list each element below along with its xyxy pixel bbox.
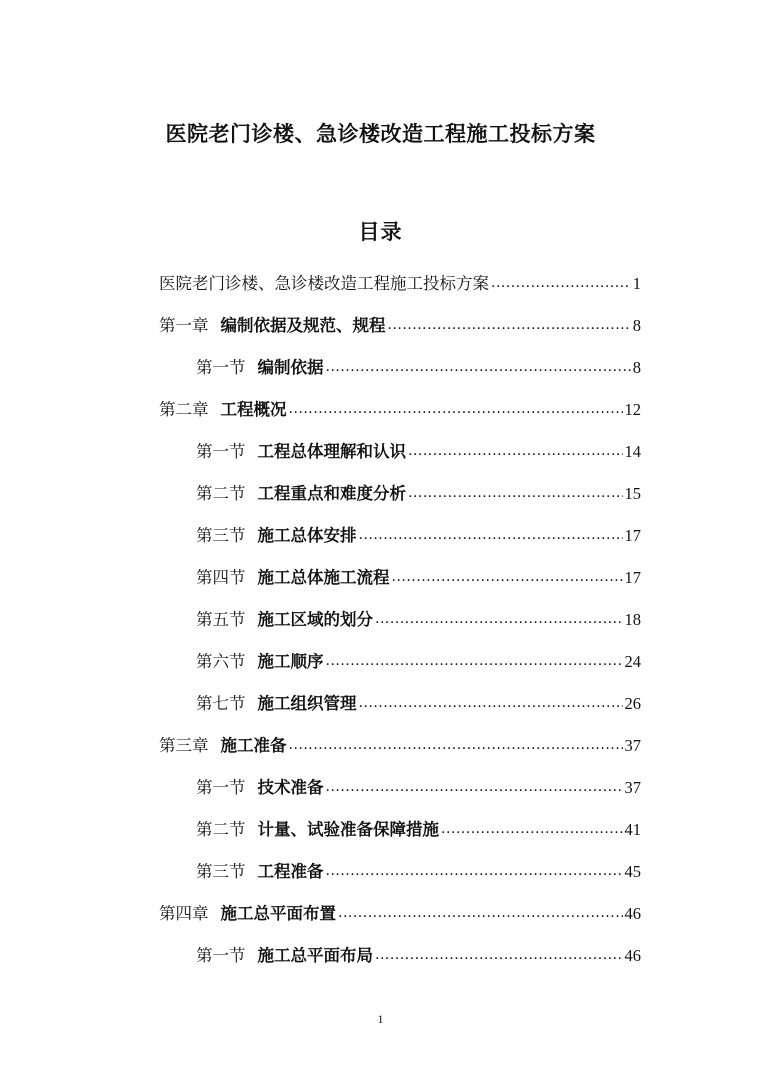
toc-entry-section[interactable] [196, 816, 641, 846]
toc-entry-text: 工程总体理解和认识 [257, 442, 406, 461]
toc-entry-chapter[interactable] [159, 312, 641, 342]
toc-entry-text: 计量、试验准备保障措施 [257, 820, 439, 839]
toc-heading: 目录 [358, 219, 403, 244]
toc-leader-dots [375, 611, 623, 627]
toc-entry-text: 施工准备 [220, 736, 287, 755]
toc-entry-page: 8 [632, 316, 641, 335]
toc-entry-text: 编制依据 [257, 358, 324, 377]
toc-entry-chapter[interactable] [159, 732, 641, 762]
toc-entry-page: 1 [632, 274, 641, 293]
toc-leader-dots [388, 317, 631, 333]
toc-entry-page: 24 [624, 652, 641, 671]
toc-entry-chapter[interactable] [159, 900, 641, 930]
toc-entry-page: 37 [624, 778, 641, 797]
toc-entry-prefix: 第四章 [159, 904, 209, 923]
toc-entry-prefix: 第二章 [159, 400, 209, 419]
toc-entry-prefix: 第五节 [196, 610, 246, 629]
toc-entry-title[interactable] [159, 270, 641, 300]
toc-entry-section[interactable] [196, 438, 641, 468]
toc-entry-section[interactable] [196, 648, 641, 678]
toc-entry-text: 施工总平面布局 [257, 946, 373, 965]
toc-entry-prefix: 第三节 [196, 862, 246, 881]
toc-entry-prefix: 第一章 [159, 316, 209, 335]
toc-entry-section[interactable] [196, 354, 641, 384]
toc-leader-dots [326, 653, 623, 669]
toc-entry-section[interactable] [196, 942, 641, 972]
toc-entry-text: 工程概况 [220, 400, 287, 419]
toc-entry-text: 工程准备 [257, 862, 324, 881]
toc-entry-chapter[interactable] [159, 396, 641, 426]
toc-leader-dots [289, 737, 623, 753]
toc-entry-text: 工程重点和难度分析 [257, 484, 406, 503]
toc-leader-dots [326, 359, 631, 375]
toc-entry-text: 施工总平面布置 [220, 904, 336, 923]
toc-entry-text: 施工顺序 [257, 652, 324, 671]
toc-leader-dots [491, 275, 631, 291]
toc-entry-section[interactable] [196, 522, 641, 552]
toc-entry-text: 编制依据及规范、规程 [220, 316, 386, 335]
toc-entry-prefix: 第三节 [196, 526, 246, 545]
toc-leader-dots [326, 779, 623, 795]
toc-entry-page: 12 [624, 400, 641, 419]
toc-entry-prefix: 第三章 [159, 736, 209, 755]
toc-entry-text: 技术准备 [257, 778, 324, 797]
toc-entry-section[interactable] [196, 690, 641, 720]
toc-entry-page: 14 [624, 442, 641, 461]
toc-leader-dots [359, 527, 623, 543]
toc-entry-page: 18 [624, 610, 641, 629]
toc-entry-page: 8 [632, 358, 641, 377]
toc-entry-text: 施工总体安排 [257, 526, 357, 545]
toc-entry-prefix: 第一节 [196, 358, 246, 377]
toc-leader-dots [408, 443, 623, 459]
toc-leader-dots [338, 905, 623, 921]
toc-entry-text: 施工区域的划分 [257, 610, 373, 629]
toc-entry-section[interactable] [196, 858, 641, 888]
toc-entry-prefix: 第七节 [196, 694, 246, 713]
toc-leader-dots [408, 485, 623, 501]
toc-leader-dots [326, 863, 623, 879]
toc-entry-prefix: 第二节 [196, 820, 246, 839]
toc-entry-prefix: 第二节 [196, 484, 246, 503]
document-title: 医院老门诊楼、急诊楼改造工程施工投标方案 [165, 121, 596, 146]
toc-entry-page: 45 [624, 862, 641, 881]
toc-entry-prefix: 第四节 [196, 568, 246, 587]
toc-entry-prefix: 第一节 [196, 946, 246, 965]
toc-entry-page: 15 [624, 484, 641, 503]
toc-leader-dots [289, 401, 623, 417]
toc-entry-section[interactable] [196, 774, 641, 804]
toc-entry-page: 46 [624, 946, 641, 965]
toc-entry-section[interactable] [196, 606, 641, 636]
toc-entry-section[interactable] [196, 480, 641, 510]
toc-leader-dots [441, 821, 623, 837]
toc-entry-prefix: 第一节 [196, 778, 246, 797]
toc-entry-prefix: 第一节 [196, 442, 246, 461]
toc-leader-dots [359, 695, 623, 711]
page-number: 1 [377, 1012, 384, 1026]
toc-leader-dots [375, 947, 623, 963]
toc-leader-dots [392, 569, 623, 585]
toc-entry-text: 施工总体施工流程 [257, 568, 390, 587]
toc-entry-prefix: 第六节 [196, 652, 246, 671]
toc-entry-text: 医院老门诊楼、急诊楼改造工程施工投标方案 [159, 274, 489, 293]
toc-entry-page: 17 [624, 568, 641, 587]
toc-entry-text: 施工组织管理 [257, 694, 357, 713]
toc-entry-page: 37 [624, 736, 641, 755]
toc-entry-section[interactable] [196, 564, 641, 594]
toc-entry-page: 26 [624, 694, 641, 713]
toc-entry-page: 41 [624, 820, 641, 839]
toc-entry-page: 17 [624, 526, 641, 545]
toc-entry-page: 46 [624, 904, 641, 923]
